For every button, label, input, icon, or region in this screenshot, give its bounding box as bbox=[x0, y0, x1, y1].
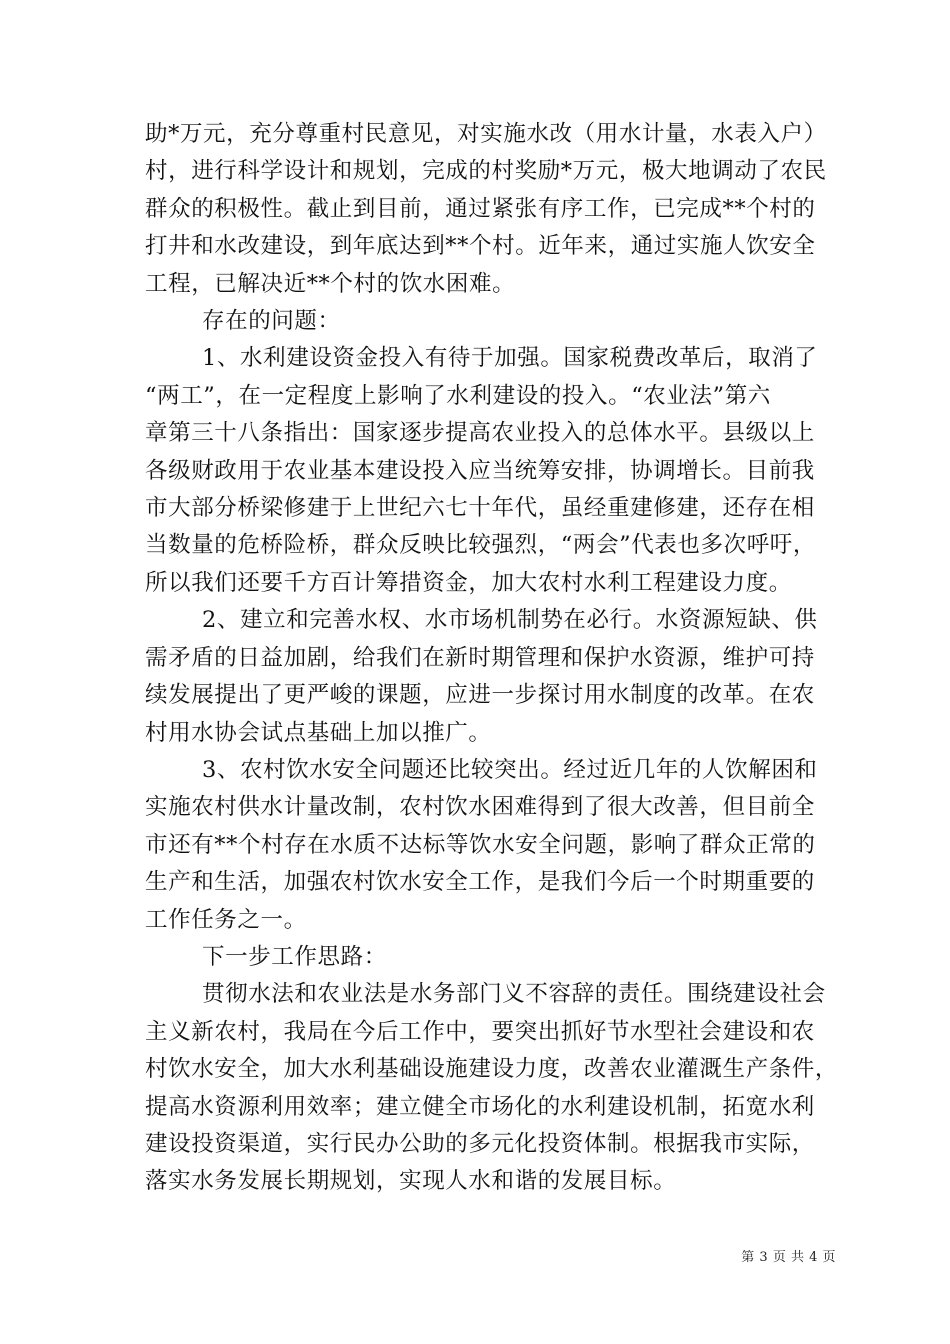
section-heading-next-steps bbox=[145, 939, 815, 976]
text-line: 落实水务发展长期规划，实现人水和谐的发展目标。 bbox=[145, 1168, 677, 1195]
text-line: 群众的积极性。截止到目前，通过紧张有序工作，已完成**个村的 bbox=[145, 195, 816, 222]
text-line: 各级财政用于农业基本建设投入应当统筹安排，协调增长。目前我 bbox=[145, 457, 815, 484]
text-line: 助*万元，充分尊重村民意见，对实施水改（用水计量，水表入户） bbox=[145, 121, 827, 147]
text-line: 需矛盾的日益加剧，给我们在新时期管理和保护水资源，维护可持 bbox=[145, 644, 815, 671]
text-line: 生产和生活，加强农村饮水安全工作，是我们今后一个时期重要的 bbox=[145, 869, 815, 896]
paragraph-intro-continued bbox=[145, 116, 827, 303]
text-line: 建设投资渠道，实行民办公助的多元化投资体制。根据我市实际， bbox=[145, 1130, 815, 1157]
text-line: 存在的问题： bbox=[202, 308, 341, 335]
paragraph-next-steps bbox=[145, 976, 839, 1200]
text-line: 3、农村饮水安全问题还比较突出。经过近几年的人饮解困和 bbox=[202, 756, 818, 783]
text-line: 实施农村供水计量改制，农村饮水困难得到了很大改善，但目前全 bbox=[145, 794, 815, 821]
text-line: 村用水协会试点基础上加以推广。 bbox=[145, 719, 492, 746]
paragraph-problem-1 bbox=[145, 340, 818, 602]
text-line: “两工”，在一定程度上影响了水利建设的投入。“农业法”第六 bbox=[145, 382, 771, 409]
text-line: 下一步工作思路： bbox=[202, 943, 387, 970]
section-heading-problems bbox=[145, 303, 815, 340]
text-line: 所以我们还要千方百计筹措资金，加大农村水利工程建设力度。 bbox=[145, 569, 792, 596]
text-line: 续发展提出了更严峻的课题，应进一步探讨用水制度的改革。在农 bbox=[145, 682, 815, 709]
text-line: 市大部分桥梁修建于上世纪六七十年代，虽经重建修建，还存在相 bbox=[145, 495, 815, 522]
text-line: 主义新农村，我局在今后工作中，要突出抓好节水型社会建设和农 bbox=[145, 1018, 815, 1045]
text-line: 1、水利建设资金投入有待于加强。国家税费改革后，取消了 bbox=[202, 345, 818, 372]
text-line: 村，进行科学设计和规划，完成的村奖励*万元，极大地调动了农民 bbox=[145, 158, 827, 185]
paragraph-problem-2 bbox=[145, 602, 818, 752]
text-line: 打井和水改建设，到年底达到**个村。近年来，通过实施人饮安全 bbox=[145, 233, 816, 260]
page-number-footer: 第 3 页 共 4 页 bbox=[741, 1250, 836, 1265]
text-line: 工程，已解决近**个村的饮水困难。 bbox=[145, 270, 516, 297]
text-line: 贯彻水法和农业法是水务部门义不容辞的责任。围绕建设社会 bbox=[202, 981, 826, 1008]
text-line: 章第三十八条指出：国家逐步提高农业投入的总体水平。县级以上 bbox=[145, 420, 815, 447]
text-line: 当数量的危桥险桥，群众反映比较强烈，“两会”代表也多次呼吁， bbox=[145, 532, 817, 559]
text-line: 市还有**个村存在水质不达标等饮水安全问题，影响了群众正常的 bbox=[145, 831, 816, 858]
paragraph-problem-3 bbox=[145, 752, 818, 939]
text-line: 工作任务之一。 bbox=[145, 906, 307, 933]
text-line: 2、建立和完善水权、水市场机制势在必行。水资源短缺、供 bbox=[202, 607, 818, 634]
text-line: 村饮水安全，加大水利基础设施建设力度，改善农业灌溉生产条件， bbox=[145, 1056, 839, 1083]
text-line: 提高水资源利用效率；建立健全市场化的水利建设机制，拓宽水利 bbox=[145, 1093, 815, 1120]
document-body bbox=[145, 116, 839, 1201]
